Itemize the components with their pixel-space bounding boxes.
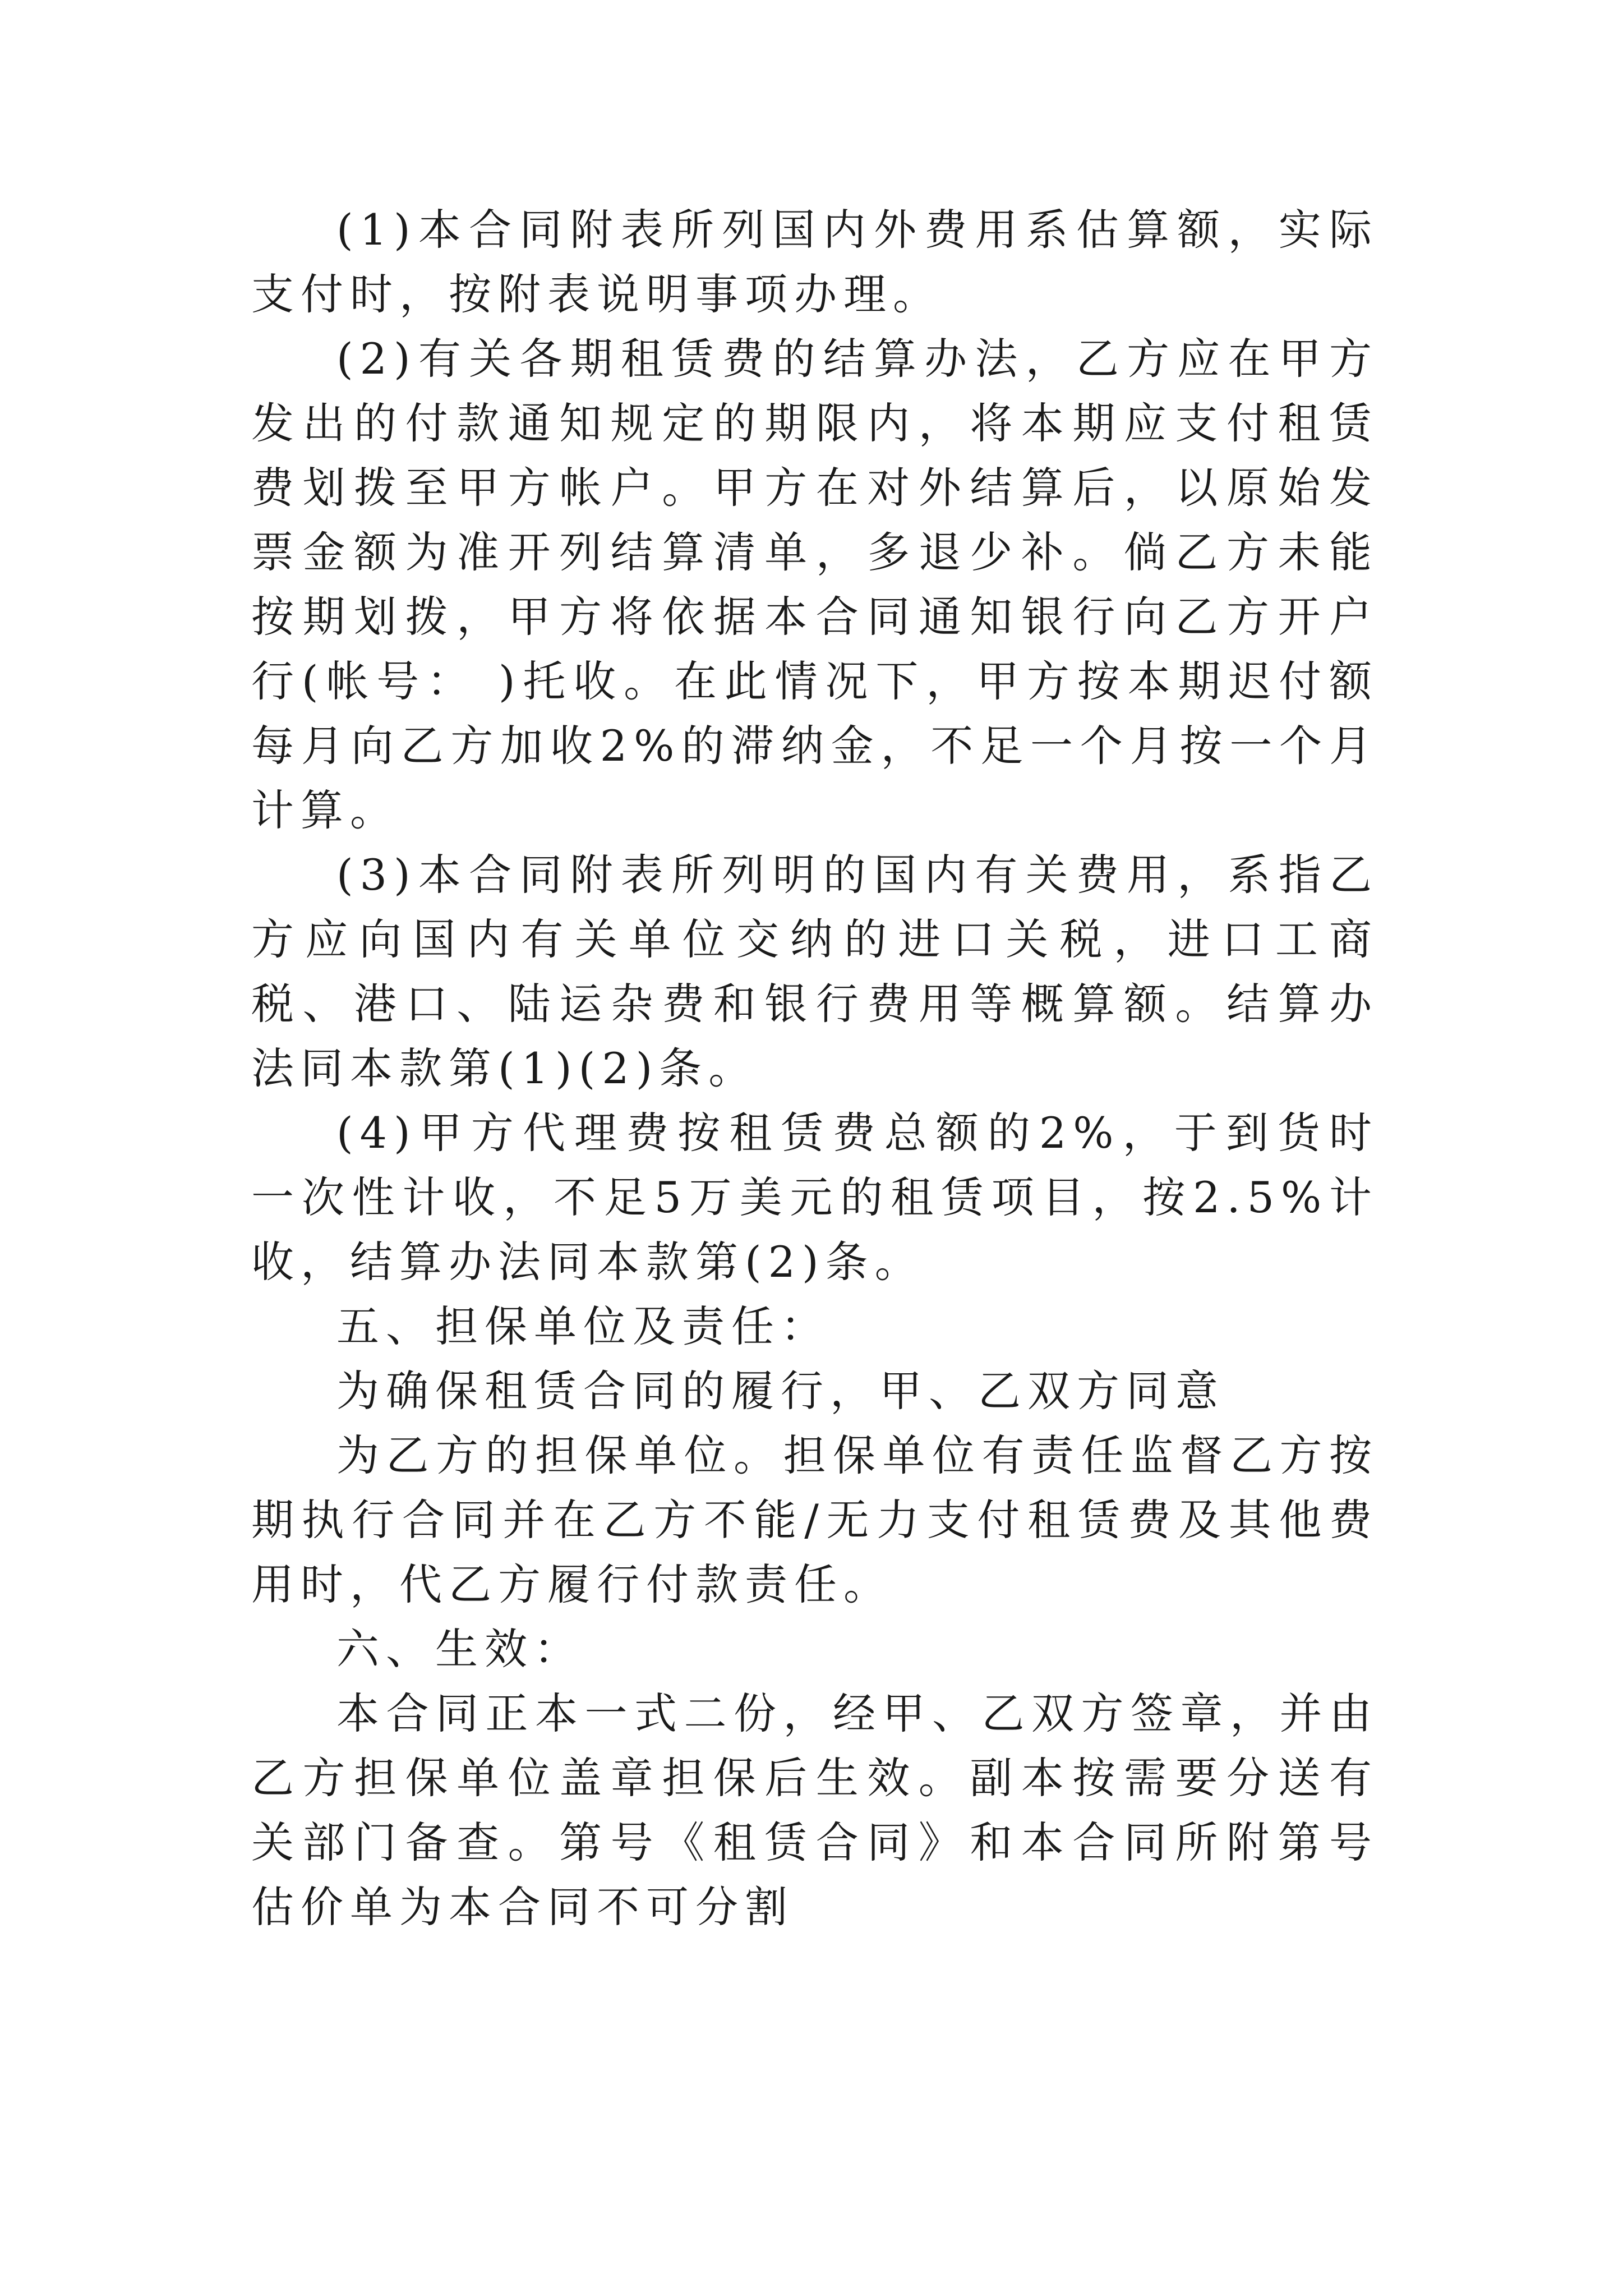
clause-3-paragraph: (3)本合同附表所列明的国内有关费用，系指乙方应向国内有关单位交纳的进口关税，进口工商税、港口、陆运杂费和银行费用等概算额。结算办法同本款第(1)(2)条。 bbox=[251, 850, 1378, 1093]
clause-1-paragraph: (1)本合同附表所列国内外费用系估算额，实际支付时，按附表说明事项办理。 bbox=[251, 205, 1378, 319]
guarantee-intro-paragraph: 为确保租赁合同的履行，甲、乙双方同意 bbox=[336, 1366, 1225, 1416]
effectiveness-paragraph: 本合同正本一式二份，经甲、乙双方签章，并由乙方担保单位盖章担保后生效。副本按需要分送有关部门备查。第号《租赁合同》和本合同所附第号估价单为本合同不可分割 bbox=[251, 1688, 1378, 1932]
clause-4-paragraph: (4)甲方代理费按租赁费总额的2%，于到货时一次性计收，不足5万美元的租赁项目，按2.5%计收，结算办法同本款第(2)条。 bbox=[251, 1108, 1378, 1287]
clause-2-paragraph: (2)有关各期租赁费的结算办法，乙方应在甲方发出的付款通知规定的期限内，将本期应支付租赁费划拨至甲方帐户。甲方在对外结算后，以原始发票金额为准开列结算清单，多退少补。倘乙方未能按期划拨，甲方将依据本合同通知银行向乙方开户行(帐号： )托收。在此情况下，甲方按本期迟付额每月向乙方加收2%的滞纳金，不足一个月按一个月计算。 bbox=[251, 334, 1378, 835]
section-5-heading: 五、担保单位及责任： bbox=[336, 1301, 830, 1351]
section-6-heading: 六、生效： bbox=[336, 1624, 583, 1674]
guarantee-duty-paragraph: 为乙方的担保单位。担保单位有责任监督乙方按期执行合同并在乙方不能/无力支付租赁费及其他费用时，代乙方履行付款责任。 bbox=[251, 1430, 1378, 1609]
document-body bbox=[251, 197, 1378, 1939]
